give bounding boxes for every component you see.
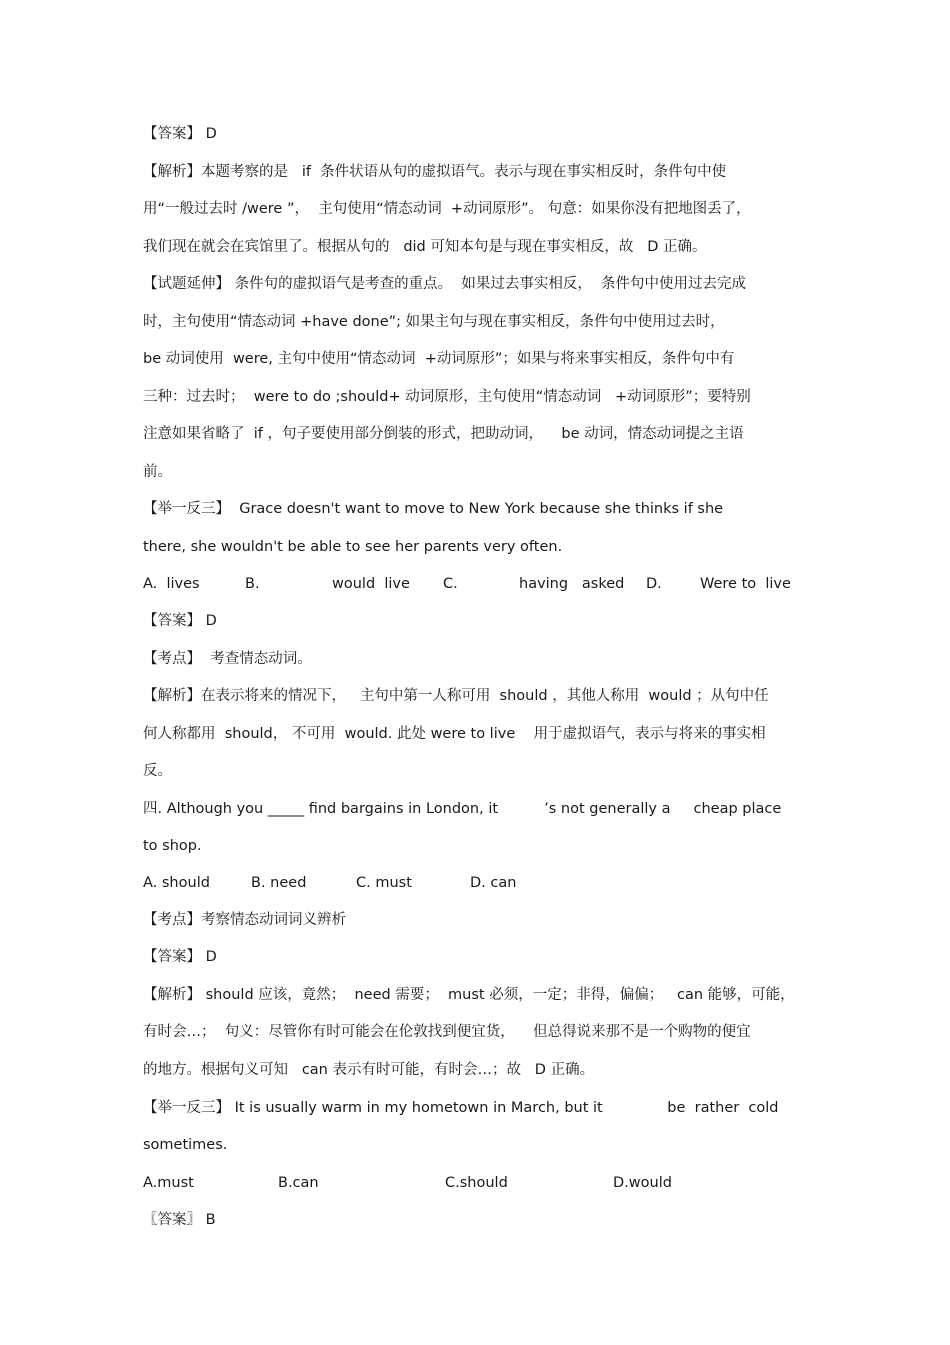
options-row	[143, 573, 813, 595]
option-b: B. need	[251, 875, 307, 891]
question-line: there, she wouldn't be able to see her parents very often.	[143, 539, 563, 555]
option-a: A.must	[143, 1175, 194, 1191]
option-c: C. must	[356, 875, 412, 891]
question-line: to shop.	[143, 838, 202, 854]
question-line: sometimes.	[143, 1137, 228, 1153]
analysis-line: 何人称都用 should， 不可用 would. 此处 were to live 用于虚拟语气，表示与将来的事实相	[143, 726, 766, 742]
option-c: C.should	[445, 1175, 508, 1191]
option-d-letter: D.	[646, 576, 662, 592]
extension-line: 三种：过去时； were to do ;should+ 动词原形，主句使用“情态动词 +动词原形”；要特别	[143, 389, 751, 405]
analysis-line: 我们现在就会在宾馆里了。根据从句的 did 可知本句是与现在事实相反，故 D 正确。	[143, 239, 707, 255]
analysis-line: 的地方。根据句义可知 can 表示有时可能，有时会…；故 D 正确。	[143, 1062, 595, 1078]
extension-line: 注意如果省略了 if ，句子要使用部分倒装的形式，把助动词， be 动词，情态动词提之主语	[143, 426, 744, 442]
option-d-text: Were to live	[700, 576, 791, 592]
question-line: 四. Although you _____ find bargains in London, it ’s not generally a cheap place	[143, 801, 782, 817]
options-row	[143, 872, 813, 894]
point-line: 【考点】考察情态动词词义辨析	[143, 912, 346, 928]
option-d: D.would	[613, 1175, 672, 1191]
answer-line: 【答案】 D	[143, 613, 217, 629]
point-line: 【考点】 考查情态动词。	[143, 651, 312, 667]
answer-line: 〖答案〗 B	[143, 1212, 216, 1228]
extension-line: 时，主句使用“情态动词 +have done”; 如果主句与现在事实相反，条件句中使用过去时，	[143, 314, 725, 330]
analysis-line: 反。	[143, 763, 172, 779]
analysis-line: 有时会…； 句义：尽管你有时可能会在伦敦找到便宜货， 但总得说来那不是一个购物的便宜	[143, 1024, 751, 1040]
analysis-line: 用“一般过去时 /were ”， 主句使用“情态动词 +动词原形”。 句意：如果你没有把地图丢了，	[143, 201, 751, 217]
analysis-line: 【解析】本题考察的是 if 条件状语从句的虚拟语气。表示与现在事实相反时，条件句中使	[143, 164, 727, 180]
option-a: A. should	[143, 875, 210, 891]
extension-line: 前。	[143, 464, 172, 480]
option-b-text: would live	[332, 576, 410, 592]
extension-line: 【试题延伸】 条件句的虚拟语气是考查的重点。 如果过去事实相反， 条件句中使用过去完成	[143, 276, 747, 292]
answer-line: 【答案】 D	[143, 126, 217, 142]
option-c-letter: C.	[443, 576, 458, 592]
question-line: 【举一反三】 Grace doesn't want to move to New York because she thinks if she	[143, 501, 724, 517]
option-b: B.can	[278, 1175, 319, 1191]
option-d: D. can	[470, 875, 517, 891]
option-a: A. lives	[143, 576, 200, 592]
analysis-line: 【解析】在表示将来的情况下， 主句中第一人称可用 should ，其他人称用 would ；从句中任	[143, 688, 769, 704]
answer-line: 【答案】 D	[143, 949, 217, 965]
analysis-line: 【解析】 should 应该，竟然； need 需要； must 必须，一定；非得，偏偏； can 能够，可能，	[143, 987, 795, 1003]
extension-line: be 动词使用 were, 主句中使用“情态动词 +动词原形”；如果与将来事实相反，条件句中有	[143, 351, 735, 367]
option-c-text: having asked	[519, 576, 625, 592]
option-b-letter: B.	[245, 576, 260, 592]
question-line: 【举一反三】 It is usually warm in my hometown in March, but it be rather cold	[143, 1100, 779, 1116]
options-row	[143, 1172, 813, 1194]
